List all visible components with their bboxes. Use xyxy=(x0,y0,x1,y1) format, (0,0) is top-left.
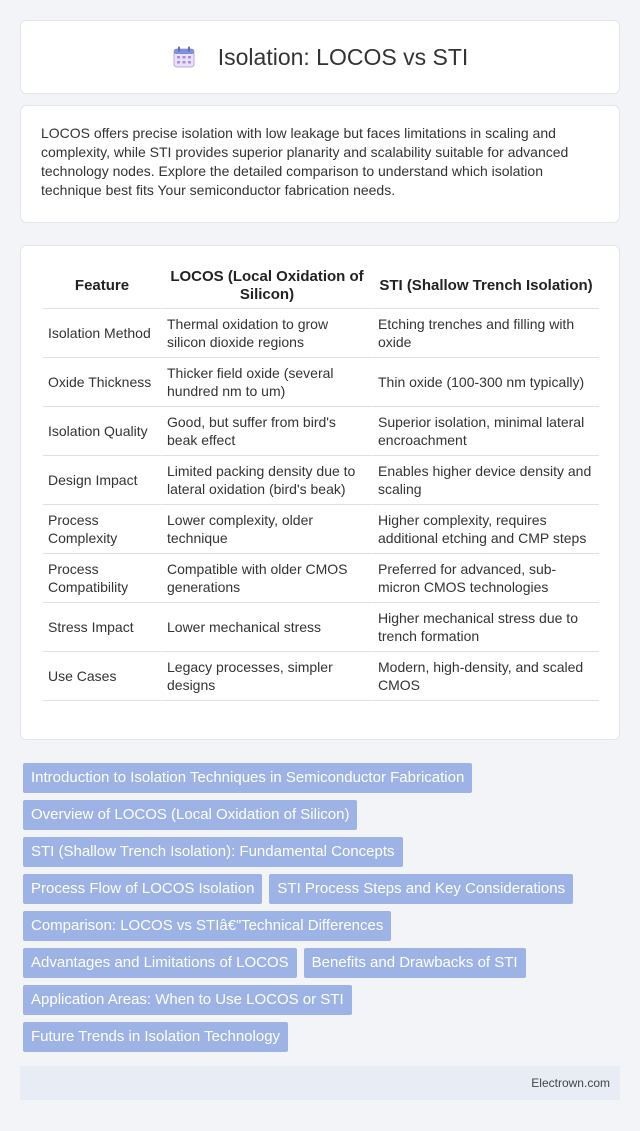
table-cell: Etching trenches and filling with oxide xyxy=(372,309,599,358)
table-cell: Thin oxide (100-300 nm typically) xyxy=(372,358,599,407)
table-header-row xyxy=(43,264,599,309)
related-link[interactable]: Overview of LOCOS (Local Oxidation of Silicon) xyxy=(23,800,357,830)
table-cell: Process Complexity xyxy=(43,505,161,554)
table-cell: Legacy processes, simpler designs xyxy=(161,652,372,701)
related-link[interactable]: STI Process Steps and Key Considerations xyxy=(269,874,573,904)
footer xyxy=(20,1066,620,1100)
table-cell: Use Cases xyxy=(43,652,161,701)
related-link[interactable]: Process Flow of LOCOS Isolation xyxy=(23,874,262,904)
table-cell: Thermal oxidation to grow silicon dioxide regions xyxy=(161,309,372,358)
footer-brand: Electrown.com xyxy=(531,1076,610,1090)
table-row xyxy=(43,407,599,456)
table-cell: Isolation Method xyxy=(43,309,161,358)
table-cell: Higher mechanical stress due to trench formation xyxy=(372,603,599,652)
table-row xyxy=(43,358,599,407)
calendar-icon xyxy=(172,45,196,69)
intro-text: LOCOS offers precise isolation with low leakage but faces limitations in scaling and complexity, while STI provides superior planarity and scalability suitable for advanced technology nodes. Explore the detailed comparison to understand which isolation technique best fits Your semiconductor fabrication needs. xyxy=(41,125,569,198)
comparison-table xyxy=(43,264,599,701)
table-cell: Design Impact xyxy=(43,456,161,505)
table-row xyxy=(43,309,599,358)
column-header-feature: Feature xyxy=(43,264,161,309)
related-links xyxy=(23,763,617,1052)
table-cell: Modern, high-density, and scaled CMOS xyxy=(372,652,599,701)
related-link[interactable]: Comparison: LOCOS vs STIâ€”Technical Differences xyxy=(23,911,391,941)
table-cell: Thicker field oxide (several hundred nm to um) xyxy=(161,358,372,407)
page-title: Isolation: LOCOS vs STI xyxy=(217,43,469,70)
table-cell: Stress Impact xyxy=(43,603,161,652)
table-cell: Enables higher device density and scaling xyxy=(372,456,599,505)
table-row xyxy=(43,603,599,652)
related-link[interactable]: STI (Shallow Trench Isolation): Fundamental Concepts xyxy=(23,837,403,867)
related-link[interactable]: Benefits and Drawbacks of STI xyxy=(304,948,526,978)
table-row xyxy=(43,652,599,701)
title-card xyxy=(20,20,620,94)
table-cell: Isolation Quality xyxy=(43,407,161,456)
table-cell: Good, but suffer from bird's beak effect xyxy=(161,407,372,456)
table-cell: Lower complexity, older technique xyxy=(161,505,372,554)
table-row xyxy=(43,554,599,603)
column-header-locos: LOCOS (Local Oxidation of Silicon) xyxy=(161,264,372,309)
table-cell: Compatible with older CMOS generations xyxy=(161,554,372,603)
related-link[interactable]: Advantages and Limitations of LOCOS xyxy=(23,948,297,978)
table-cell: Oxide Thickness xyxy=(43,358,161,407)
column-header-sti: STI (Shallow Trench Isolation) xyxy=(372,264,599,309)
table-cell: Preferred for advanced, sub-micron CMOS technologies xyxy=(372,554,599,603)
table-row xyxy=(43,505,599,554)
table-cell: Limited packing density due to lateral oxidation (bird's beak) xyxy=(161,456,372,505)
table-cell: Lower mechanical stress xyxy=(161,603,372,652)
comparison-table-card xyxy=(20,245,620,740)
related-link[interactable]: Introduction to Isolation Techniques in Semiconductor Fabrication xyxy=(23,763,472,793)
table-cell: Superior isolation, minimal lateral encroachment xyxy=(372,407,599,456)
related-link[interactable]: Application Areas: When to Use LOCOS or STI xyxy=(23,985,352,1015)
table-row xyxy=(43,456,599,505)
related-link[interactable]: Future Trends in Isolation Technology xyxy=(23,1022,288,1052)
intro-card xyxy=(20,105,620,223)
table-cell: Higher complexity, requires additional etching and CMP steps xyxy=(372,505,599,554)
table-cell: Process Compatibility xyxy=(43,554,161,603)
